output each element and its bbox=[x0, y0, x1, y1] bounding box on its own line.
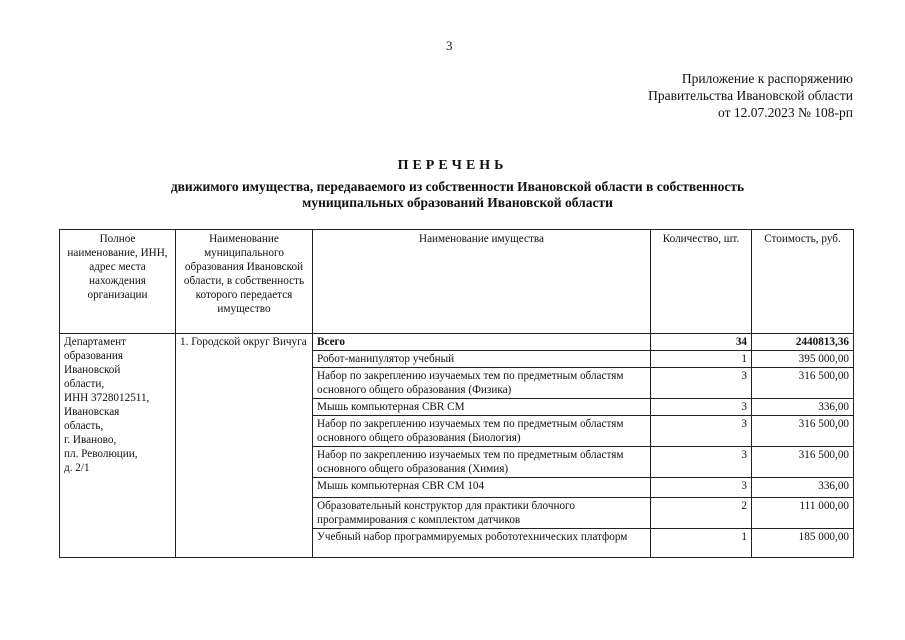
total-cost: 2440813,36 bbox=[752, 334, 854, 351]
item-cost: 111 000,00 bbox=[752, 498, 854, 529]
annex-line-2: Правительства Ивановской области bbox=[648, 88, 853, 103]
item-quantity: 3 bbox=[651, 368, 752, 399]
document-subtitle bbox=[0, 179, 905, 211]
item-name: Робот-манипулятор учебный bbox=[313, 351, 651, 368]
organization-line: образования bbox=[64, 350, 124, 362]
item-name: Образовательный конструктор для практики блочного программирования с комплектом датчиков bbox=[313, 498, 651, 529]
item-quantity: 1 bbox=[651, 351, 752, 368]
item-quantity: 1 bbox=[651, 529, 752, 558]
item-cost: 336,00 bbox=[752, 478, 854, 498]
annex-line-1: Приложение к распоряжению bbox=[681, 71, 853, 86]
item-name: Набор по закреплению изучаемых тем по предметным областям основного общего образования (Физика) bbox=[313, 368, 651, 399]
annex-header bbox=[648, 70, 853, 121]
document-title: ПЕРЕЧЕНЬ bbox=[397, 158, 508, 173]
item-quantity: 2 bbox=[651, 498, 752, 529]
item-name: Учебный набор программируемых робототехнических платформ bbox=[313, 529, 651, 558]
item-cost: 316 500,00 bbox=[752, 368, 854, 399]
item-cost: 316 500,00 bbox=[752, 447, 854, 478]
organization-line: ИНН 3728012511, bbox=[64, 392, 150, 404]
header-organization: Полное наименование, ИНН, адрес места нахождения организации bbox=[60, 230, 176, 334]
organization-line: Департамент bbox=[64, 336, 127, 348]
organization-line: г. Иваново, bbox=[64, 434, 117, 446]
organization-line: области, bbox=[64, 378, 105, 390]
subtitle-line-2: муниципальных образований Ивановской области bbox=[302, 195, 613, 210]
organization-line: Ивановской bbox=[64, 364, 121, 376]
item-cost: 316 500,00 bbox=[752, 416, 854, 447]
property-table bbox=[59, 229, 854, 558]
table-row-total bbox=[60, 334, 854, 351]
municipality-cell: 1. Городской округ Вичуга bbox=[176, 334, 313, 558]
organization-line: пл. Революции, bbox=[64, 448, 138, 460]
page-number: 3 bbox=[446, 38, 453, 53]
item-quantity: 3 bbox=[651, 416, 752, 447]
subtitle-line-1: движимого имущества, передаваемого из собственности Ивановской области в собственность bbox=[170, 179, 745, 194]
item-quantity: 3 bbox=[651, 447, 752, 478]
annex-line-3: от 12.07.2023 № 108-рп bbox=[718, 105, 853, 120]
item-cost: 336,00 bbox=[752, 399, 854, 416]
organization-cell bbox=[60, 334, 176, 558]
header-property-name: Наименование имущества bbox=[313, 230, 651, 334]
item-name: Набор по закреплению изучаемых тем по предметным областям основного общего образования (Химия) bbox=[313, 447, 651, 478]
header-municipality: Наименование муниципального образования Ивановской области, в собственность которого передается имущество bbox=[176, 230, 313, 334]
item-cost: 185 000,00 bbox=[752, 529, 854, 558]
item-quantity: 3 bbox=[651, 399, 752, 416]
item-quantity: 3 bbox=[651, 478, 752, 498]
item-cost: 395 000,00 bbox=[752, 351, 854, 368]
header-cost: Стоимость, руб. bbox=[752, 230, 854, 334]
organization-line: Ивановская bbox=[64, 406, 120, 418]
item-name: Набор по закреплению изучаемых тем по предметным областям основного общего образования (Биология) bbox=[313, 416, 651, 447]
item-name: Мышь компьютерная CBR CM bbox=[313, 399, 651, 416]
header-quantity: Количество, шт. bbox=[651, 230, 752, 334]
item-name: Мышь компьютерная CBR CM 104 bbox=[313, 478, 651, 498]
organization-line: область, bbox=[64, 420, 104, 432]
total-label: Всего bbox=[313, 334, 651, 351]
organization-line: д. 2/1 bbox=[64, 462, 90, 474]
total-quantity: 34 bbox=[651, 334, 752, 351]
table-header-row bbox=[60, 230, 854, 334]
